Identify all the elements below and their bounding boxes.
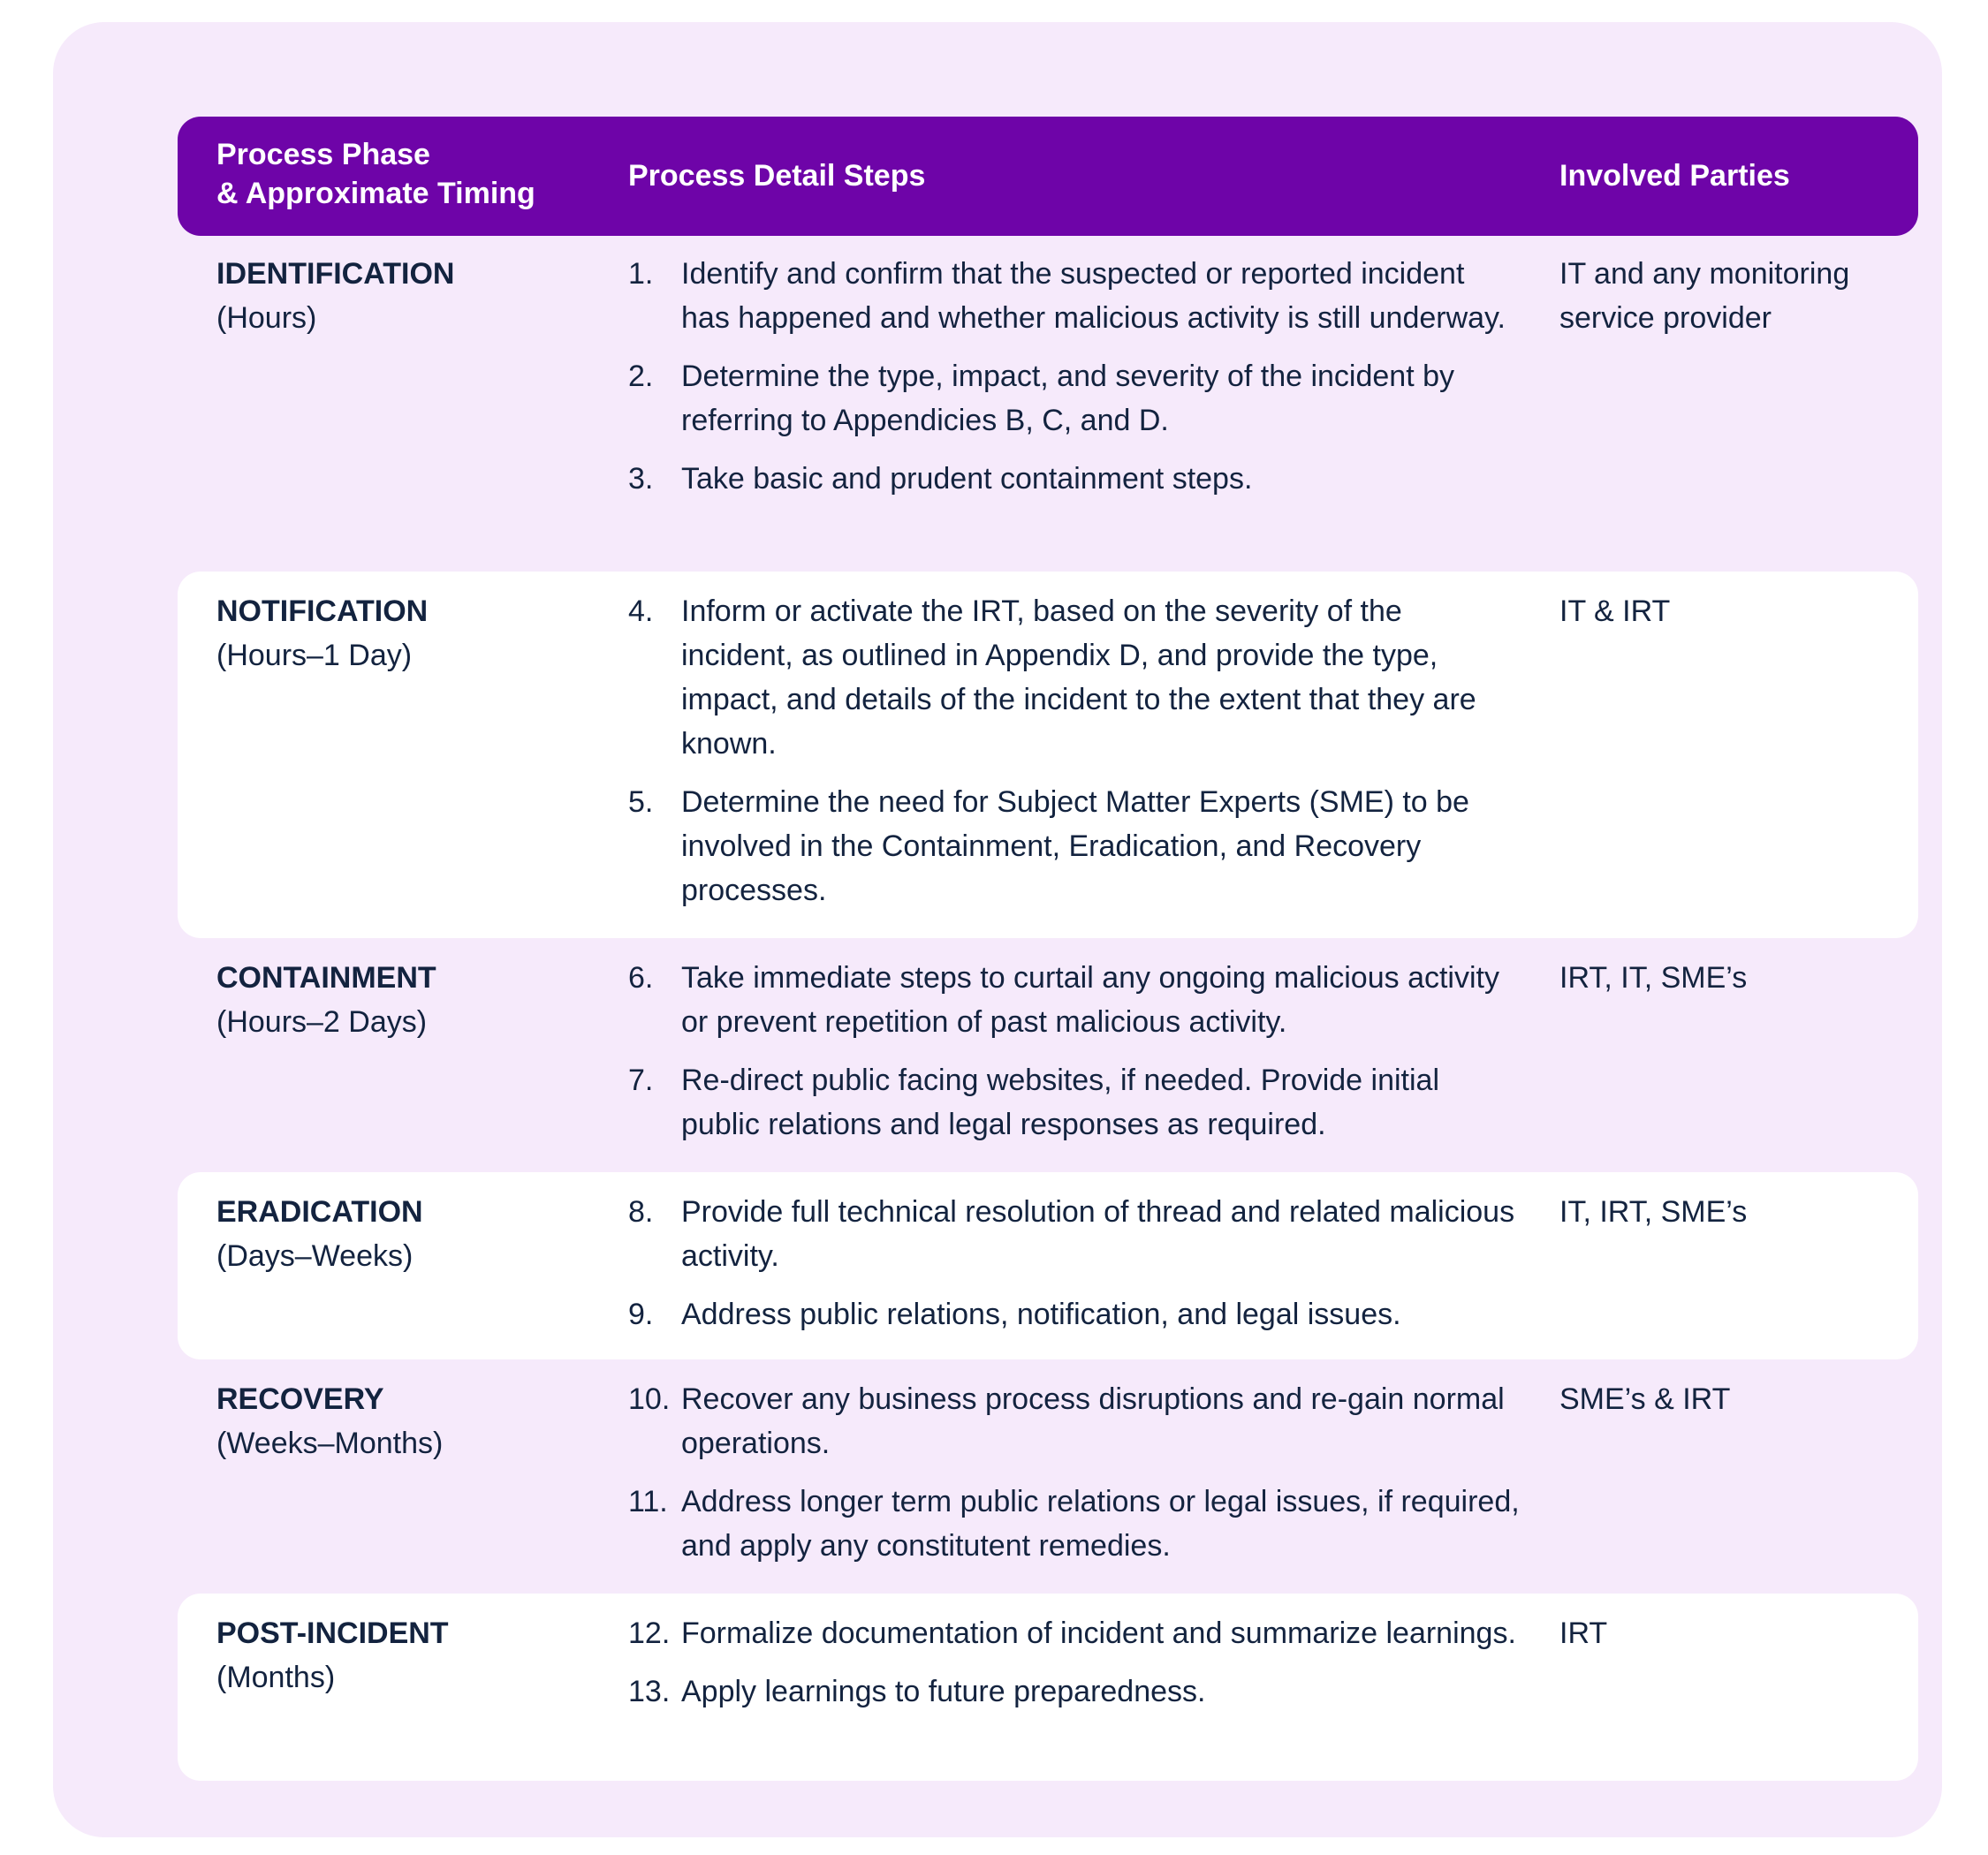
phase-cell (216, 1611, 605, 1700)
process-table (178, 117, 1918, 1781)
phase-name: RECOVERY (216, 1382, 384, 1416)
phase-timing: (Hours–1 Day) (216, 639, 413, 672)
step-text: Inform or activate the IRT, based on the severity of the incident, as outlined in Appendix D, and provide the type, impact, and details of the incident to the extent that they are known. (681, 594, 1476, 761)
phase-timing: (Days–Weeks) (216, 1239, 414, 1273)
step-number: 13. (628, 1675, 671, 1708)
step-item (628, 252, 1521, 340)
step-text: Address public relations, notification, and legal issues. (681, 1298, 1401, 1331)
step-number: 10. (628, 1382, 671, 1416)
step-item (628, 1480, 1521, 1568)
table-row-post-incident (178, 1594, 1918, 1781)
table-row-identification (178, 236, 1918, 572)
phase-cell (216, 252, 605, 340)
parties-cell: IT and any monitoring service provider (1559, 257, 1850, 335)
step-item (628, 1190, 1521, 1278)
step-number: 6. (628, 961, 654, 995)
step-item (628, 1611, 1521, 1655)
phase-name: IDENTIFICATION (216, 257, 455, 291)
steps-cell (628, 1611, 1521, 1728)
table-row-recovery (178, 1359, 1918, 1594)
step-item (628, 1292, 1521, 1336)
phase-name: NOTIFICATION (216, 594, 429, 628)
step-text: Recover any business process disruptions and re-gain normal operations. (681, 1382, 1505, 1460)
step-number: 9. (628, 1298, 654, 1331)
step-number: 7. (628, 1064, 654, 1097)
step-text: Take basic and prudent containment steps. (681, 462, 1253, 496)
header-phase-line2: & Approximate Timing (216, 177, 535, 210)
step-text: Determine the type, impact, and severity of the incident by referring to Appendicies B, C, and D. (681, 360, 1455, 437)
phase-timing: (Hours) (216, 301, 317, 335)
header-steps: Process Detail Steps (628, 159, 926, 193)
phase-timing: (Weeks–Months) (216, 1427, 444, 1460)
steps-cell (628, 589, 1521, 927)
steps-cell (628, 1377, 1521, 1582)
steps-cell (628, 1190, 1521, 1351)
step-number: 1. (628, 257, 654, 291)
steps-cell (628, 956, 1521, 1161)
parties-cell: IT, IRT, SME’s (1559, 1195, 1748, 1229)
phase-name: POST-INCIDENT (216, 1616, 449, 1650)
phase-timing: (Hours–2 Days) (216, 1005, 428, 1039)
step-text: Identify and confirm that the suspected or reported incident has happened and whether malicious activity is still underway. (681, 257, 1506, 335)
step-number: 4. (628, 594, 654, 628)
header-parties: Involved Parties (1559, 159, 1790, 193)
table-row-notification (178, 572, 1918, 938)
step-number: 8. (628, 1195, 654, 1229)
step-number: 3. (628, 462, 654, 496)
header-phase (216, 135, 605, 213)
table-card (53, 22, 1942, 1837)
step-item (628, 1377, 1521, 1465)
step-item (628, 780, 1521, 912)
step-text: Provide full technical resolution of thread and related malicious activity. (681, 1195, 1515, 1273)
step-item (628, 589, 1521, 766)
step-number: 12. (628, 1616, 671, 1650)
phase-name: ERADICATION (216, 1195, 423, 1229)
step-number: 5. (628, 785, 654, 819)
parties-cell: SME’s & IRT (1559, 1382, 1731, 1416)
phase-cell (216, 1377, 605, 1465)
phase-cell (216, 1190, 605, 1278)
phase-cell (216, 956, 605, 1044)
step-item (628, 457, 1521, 501)
parties-cell: IT & IRT (1559, 594, 1671, 628)
step-text: Determine the need for Subject Matter Experts (SME) to be involved in the Containment, Eradication, and Recovery processes. (681, 785, 1469, 907)
step-text: Take immediate steps to curtail any ongoing malicious activity or prevent repetition of past malicious activity. (681, 961, 1499, 1039)
step-text: Formalize documentation of incident and summarize learnings. (681, 1616, 1516, 1650)
phase-name: CONTAINMENT (216, 961, 436, 995)
step-item (628, 956, 1521, 1044)
step-text: Address longer term public relations or legal issues, if required, and apply any constitutent remedies. (681, 1485, 1520, 1563)
step-text: Apply learnings to future preparedness. (681, 1675, 1206, 1708)
step-item (628, 354, 1521, 443)
step-item (628, 1058, 1521, 1147)
parties-cell: IRT, IT, SME’s (1559, 961, 1748, 995)
step-item (628, 1670, 1521, 1714)
step-number: 11. (628, 1485, 668, 1518)
phase-timing: (Months) (216, 1661, 336, 1694)
step-text: Re-direct public facing websites, if needed. Provide initial public relations and legal responses as required. (681, 1064, 1440, 1141)
table-row-eradication (178, 1172, 1918, 1359)
parties-cell: IRT (1559, 1616, 1608, 1650)
phase-cell (216, 589, 605, 678)
table-row-containment (178, 938, 1918, 1172)
table-header (178, 117, 1918, 236)
steps-cell (628, 252, 1521, 515)
step-number: 2. (628, 360, 654, 393)
header-phase-line1: Process Phase (216, 138, 430, 171)
